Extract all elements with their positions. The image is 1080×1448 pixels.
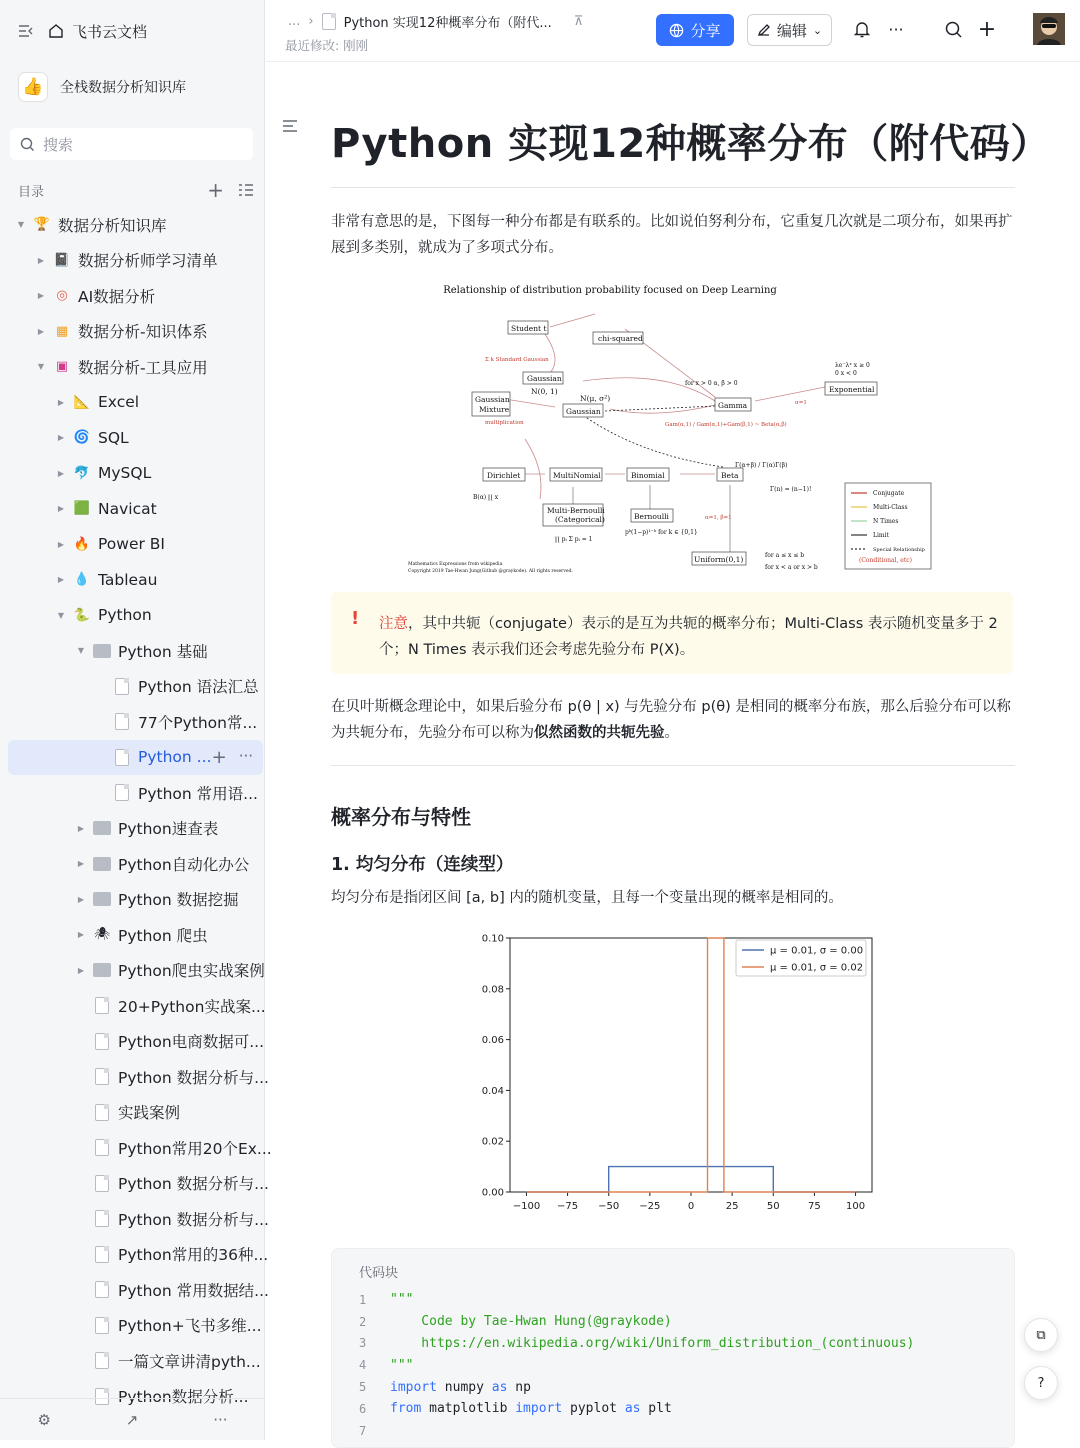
caret-right-icon[interactable]: ▶	[57, 539, 65, 549]
ai-icon: ◎	[56, 288, 68, 304]
add-child-icon[interactable]: +	[211, 746, 227, 768]
trophy-icon: 🏆	[33, 217, 51, 233]
legend-label: μ = 0.01, σ = 0.02	[770, 962, 864, 974]
svg-text:Gamma: Gamma	[718, 401, 748, 410]
svg-text:Gaussian: Gaussian	[475, 395, 510, 404]
y-tick-label: 0.00	[481, 1187, 504, 1199]
share-button[interactable]	[656, 14, 734, 46]
breadcrumb-title[interactable]: Python 实现12种概率分布（附代...	[343, 16, 552, 31]
sidebar-item[interactable]	[8, 598, 263, 634]
chevron-down-icon: ⌄	[812, 23, 823, 37]
search-icon[interactable]	[940, 16, 966, 42]
legend-n-times: N Times	[873, 518, 899, 525]
code-token: import	[390, 1379, 437, 1395]
sidebar-footer	[0, 1398, 265, 1440]
svg-text:Dirichlet: Dirichlet	[487, 471, 521, 480]
doc-icon	[92, 996, 112, 1016]
sidebar	[0, 0, 272, 1440]
doc-icon	[92, 1209, 112, 1229]
more-options-icon[interactable]: ···	[888, 19, 904, 39]
caret-right-icon[interactable]: ▶	[57, 575, 65, 585]
svg-text:Binomial: Binomial	[631, 471, 665, 480]
plus-icon[interactable]: +	[977, 16, 997, 42]
line-number: 2	[359, 1314, 367, 1329]
sidebar-item-label: Excel	[98, 393, 140, 412]
code-line	[352, 1420, 914, 1442]
pencil-icon	[757, 23, 771, 37]
code-token: Code by Tae-Hwan Hung(@graykode)	[390, 1314, 672, 1330]
code-token: """	[390, 1357, 414, 1373]
section-heading: 概率分布与特性	[331, 805, 471, 829]
sidebar-item[interactable]	[8, 704, 263, 740]
svg-text:Bernoulli: Bernoulli	[634, 512, 669, 521]
caret-right-icon[interactable]: ▶	[57, 468, 65, 478]
sidebar-item[interactable]	[8, 278, 263, 314]
svg-text:(Categorical): (Categorical)	[555, 515, 605, 524]
svg-text:for a ≤ x ≤ b: for a ≤ x ≤ b	[765, 552, 805, 559]
tools-icon: ▣	[55, 359, 69, 375]
folder-icon	[92, 854, 112, 874]
svg-text:N(0, 1): N(0, 1)	[531, 387, 558, 396]
sidebar-item[interactable]	[8, 207, 263, 243]
help-icon[interactable]: ?	[1024, 1366, 1058, 1400]
sql-icon: 🌀	[73, 430, 91, 446]
sidebar-item-label: Python	[98, 606, 152, 625]
svg-text:multiplication: multiplication	[485, 420, 524, 426]
sidebar-item[interactable]	[8, 1059, 269, 1095]
doc-icon	[92, 1244, 112, 1264]
svg-text:chi-squared: chi-squared	[598, 334, 643, 343]
code-token: as	[624, 1401, 641, 1417]
caret-right-icon[interactable]: ▶	[77, 859, 85, 869]
sidebar-item[interactable]	[8, 243, 263, 279]
sidebar-item[interactable]	[8, 988, 266, 1024]
svg-text:B(α) ∏ x: B(α) ∏ x	[473, 494, 499, 501]
sidebar-item[interactable]	[8, 562, 263, 598]
sidebar-item[interactable]	[8, 491, 263, 527]
section-divider	[331, 765, 1015, 766]
sidebar-item[interactable]	[8, 1343, 263, 1379]
doc-icon	[92, 1280, 112, 1300]
title-divider	[331, 187, 1015, 188]
sidebar-item[interactable]	[8, 1166, 269, 1202]
code-token: np	[507, 1379, 531, 1395]
breadcrumb	[288, 12, 583, 31]
figure-footer-copyright: Copyright 2019 Tae-Hwan Jung(Github @graykode). All rights reserved.	[408, 569, 573, 574]
bayes-bold: 似然函数的共轭先验	[534, 725, 665, 741]
settings-icon[interactable]: ⚙	[37, 1410, 51, 1429]
grid-icon: ▦	[55, 323, 69, 339]
sidebar-header	[18, 18, 147, 44]
sidebar-item-label: Python速查表	[118, 820, 219, 839]
caret-down-icon[interactable]: ▼	[17, 220, 25, 230]
distribution-relationship-figure	[405, 279, 940, 577]
sidebar-item-label: Python常用的36种...	[118, 1246, 269, 1265]
caret-down-icon[interactable]: ▼	[57, 610, 65, 620]
sidebar-item-label: 一篇文章讲清pyth...	[118, 1352, 261, 1371]
collapse-sidebar-icon[interactable]	[18, 24, 34, 38]
callout-body: ，其中共轭（conjugate）表示的是互为共轭的概率分布；Multi-Class 表示随机变量多于 2 个；N Times 表示我们还会考虑先验分布 P(X)。	[379, 616, 998, 658]
sidebar-item[interactable]	[8, 633, 263, 669]
code-line	[352, 1398, 914, 1420]
space-name: 全栈数据分析知识库	[60, 80, 186, 96]
toc-label: 目录	[18, 184, 45, 200]
x-tick-label: 100	[845, 1201, 866, 1212]
sidebar-item-label: 数据分析-知识体系	[78, 323, 208, 342]
svg-text:Gam(α,1) / Gam(α,1)+Gam(β,1) ~: Gam(α,1) / Gam(α,1)+Gam(β,1) ~ Beta(α,β)	[665, 422, 787, 428]
sidebar-item-label: Python 爬虫	[118, 926, 208, 945]
legend-conjugate: Conjugate	[873, 490, 905, 497]
bell-icon[interactable]	[849, 16, 875, 42]
sidebar-item-label: Python 常用数据结...	[118, 1281, 269, 1300]
sidebar-item-label: Python 数据分析与...	[118, 1210, 269, 1229]
sidebar-item-label: Python数据分析...	[118, 1388, 249, 1407]
sidebar-item-label: Python常用20个Ex...	[118, 1139, 272, 1158]
globe-icon	[669, 23, 684, 38]
svg-text:Gaussian: Gaussian	[527, 374, 562, 383]
sub-heading: 1. 均匀分布（连续型）	[331, 855, 514, 875]
y-tick-label: 0.10	[481, 933, 504, 945]
caret-right-icon[interactable]: ▶	[77, 823, 85, 833]
caret-right-icon[interactable]: ▶	[77, 965, 85, 975]
tableau-icon: 💧	[73, 572, 91, 588]
search-placeholder: 搜索	[43, 135, 74, 154]
bayes-paragraph	[331, 694, 1015, 746]
caret-right-icon[interactable]: ▶	[57, 504, 65, 514]
sidebar-item-label: MySQL	[98, 464, 152, 483]
svg-text:Uniform(0,1): Uniform(0,1)	[694, 555, 744, 564]
doc-icon	[322, 13, 336, 30]
figure-title: Relationship of distribution probability focused on Deep Learning	[443, 285, 777, 296]
more-icon[interactable]: ···	[213, 1410, 228, 1429]
svg-text:Beta: Beta	[721, 471, 739, 480]
svg-text:0 x < 0: 0 x < 0	[835, 370, 857, 377]
code-line	[352, 1333, 914, 1355]
sidebar-item[interactable]	[8, 1201, 269, 1237]
line-number: 6	[359, 1401, 367, 1416]
sidebar-item-label: Tableau	[98, 570, 158, 589]
breadcrumb-ellipsis[interactable]: ...	[288, 14, 301, 29]
svg-text:Student t: Student t	[511, 324, 547, 333]
edit-label: 编辑	[776, 21, 807, 40]
top-bar	[266, 0, 1080, 62]
home-icon[interactable]	[48, 23, 64, 39]
uniform-desc: 均匀分布是指闭区间 [a, b] 内的随机变量，且每一个变量出现的概率是相同的。	[331, 890, 843, 906]
code-block[interactable]	[331, 1248, 1015, 1448]
pin-icon[interactable]: ⊼	[573, 14, 584, 29]
caret-right-icon[interactable]: ▶	[37, 255, 45, 265]
sidebar-item-label: 数据分析-工具应用	[78, 358, 208, 377]
doc-icon	[92, 1067, 112, 1087]
code-token: matplotlib	[421, 1401, 516, 1417]
sidebar-item-label: Python ...	[138, 748, 212, 767]
legend-multi-class: Multi-Class	[873, 504, 908, 511]
intro-paragraph: 非常有意思的是，下图每一种分布都是有联系的。比如说伯努利分布，它重复几次就是二项分布，如果再扩展到多类别，就成为了多项式分布。	[331, 214, 1013, 256]
list-settings-icon[interactable]	[238, 183, 254, 197]
svg-text:Σ k Standard Gaussian: Σ k Standard Gaussian	[485, 357, 549, 363]
svg-text:α=1, β=1: α=1, β=1	[705, 515, 732, 521]
sidebar-item[interactable]	[8, 740, 263, 776]
sidebar-item-label: Python 数据分析与...	[118, 1175, 269, 1194]
svg-text:pᵏ(1−p)¹⁻ᵏ for k ∈ {0,1}: pᵏ(1−p)¹⁻ᵏ for k ∈ {0,1}	[625, 529, 698, 536]
doc-icon	[92, 1315, 112, 1335]
sidebar-item[interactable]	[8, 846, 263, 882]
caret-down-icon[interactable]: ▼	[77, 646, 85, 656]
sidebar-item-label: 实践案例	[118, 1104, 181, 1123]
y-tick-label: 0.04	[481, 1085, 504, 1097]
caret-right-icon[interactable]: ▶	[37, 326, 45, 336]
x-tick-label: 25	[725, 1201, 739, 1212]
sidebar-item-label: Navicat	[98, 499, 157, 518]
bayes-text: 在贝叶斯概念理论中，如果后验分布 p(θ | x) 与先验分布 p(θ) 是相同的概率分布族，那么后验分布可以称为共轭分布，先验分布可以称为	[331, 699, 1011, 741]
sidebar-item[interactable]	[8, 1024, 263, 1060]
callout-box	[331, 592, 1013, 674]
legend-conditional: (Conditional, etc)	[859, 557, 912, 564]
app-name[interactable]: 飞书云文档	[72, 22, 148, 41]
share-label: 分享	[690, 21, 721, 40]
sidebar-item[interactable]	[8, 669, 263, 705]
line-number: 4	[359, 1358, 367, 1373]
y-tick-label: 0.08	[481, 984, 504, 996]
sidebar-item-label: Python 数据分析与...	[118, 1068, 269, 1087]
sidebar-item-label: Python自动化办公	[118, 855, 250, 874]
sidebar-item[interactable]	[8, 882, 263, 918]
code-line	[352, 1311, 914, 1333]
svg-text:for x < a or x > b: for x < a or x > b	[765, 564, 818, 571]
python-icon: 🐍	[73, 607, 91, 623]
code-token: """	[390, 1292, 414, 1308]
uniform-distribution-chart	[478, 930, 878, 1230]
caret-right-icon[interactable]: ▶	[77, 930, 85, 940]
caret-down-icon[interactable]: ▼	[37, 362, 45, 372]
space-header[interactable]	[18, 72, 186, 102]
svg-text:Exponential: Exponential	[829, 385, 875, 394]
sidebar-item[interactable]	[8, 1130, 272, 1166]
line-number: 5	[359, 1380, 367, 1395]
folder-icon	[92, 889, 112, 909]
code-line	[352, 1289, 914, 1311]
sidebar-item-label: Python爬虫实战案例	[118, 962, 265, 981]
sidebar-item-label: Python 语法汇总	[138, 678, 259, 697]
code-lines	[352, 1289, 914, 1442]
svg-text:N(μ, σ²): N(μ, σ²)	[580, 394, 611, 403]
caret-right-icon[interactable]: ▶	[37, 291, 45, 301]
sidebar-item-label: Python+飞书多维...	[118, 1317, 262, 1336]
sidebar-item-label: Python电商数据可...	[118, 1033, 265, 1052]
sidebar-item[interactable]	[8, 314, 263, 350]
line-number: 3	[359, 1336, 367, 1351]
svg-text:Mixture: Mixture	[479, 405, 510, 414]
doc-icon	[112, 747, 132, 767]
y-tick-label: 0.02	[481, 1136, 504, 1148]
spider-icon: 🕷	[93, 927, 111, 943]
code-token: pyplot	[562, 1401, 625, 1417]
code-line	[352, 1376, 914, 1398]
code-block-label: 代码块	[359, 1266, 399, 1281]
share-out-icon[interactable]: ↗	[125, 1410, 139, 1429]
search-input[interactable]	[10, 128, 253, 160]
doc-icon	[112, 676, 132, 696]
x-tick-label: 75	[808, 1201, 821, 1212]
caret-right-icon[interactable]: ▶	[57, 433, 65, 443]
sidebar-item-label: AI数据分析	[78, 287, 156, 306]
mysql-icon: 🐬	[73, 465, 91, 481]
doc-icon	[92, 1351, 112, 1371]
sidebar-item-label: Python 常用语...	[138, 784, 258, 803]
series-line-1	[527, 1167, 856, 1192]
search-icon	[20, 137, 35, 152]
sidebar-item-label: 20+Python实战案...	[118, 997, 266, 1016]
sidebar-item[interactable]	[8, 1095, 263, 1131]
exclamation-icon: !	[351, 608, 360, 629]
callout-warn-label: 注意	[379, 616, 408, 632]
powerbi-icon: 🔥	[73, 536, 91, 552]
code-line	[352, 1354, 914, 1376]
sidebar-item-label: Python 基础	[118, 642, 208, 661]
sidebar-item-label: Python 数据挖掘	[118, 891, 239, 910]
chevron-right-icon: ›	[308, 14, 314, 29]
sidebar-item[interactable]	[8, 527, 263, 563]
thumbs-up-icon: 👍	[18, 72, 48, 102]
svg-text:λe⁻λˣ x ≥ 0: λe⁻λˣ x ≥ 0	[835, 362, 870, 369]
page-title: Python 实现12种概率分布（附代码）	[331, 121, 1051, 167]
doc-icon	[92, 1173, 112, 1193]
add-icon[interactable]: +	[207, 178, 224, 202]
line-number: 1	[359, 1292, 367, 1307]
sidebar-item[interactable]	[8, 811, 263, 847]
doc-icon	[92, 1138, 112, 1158]
excel-icon: 📐	[73, 394, 91, 410]
doc-icon	[112, 712, 132, 732]
sidebar-item[interactable]	[8, 1308, 263, 1344]
sidebar-item[interactable]	[8, 775, 263, 811]
doc-icon	[92, 1102, 112, 1122]
sidebar-item[interactable]	[8, 953, 263, 989]
figure-footer-source: Mathematics Expressions from wikipedia	[408, 562, 503, 567]
sidebar-item[interactable]	[8, 917, 263, 953]
code-token: from	[390, 1401, 422, 1417]
code-token: as	[491, 1379, 508, 1395]
svg-text:Γ(α+β) / Γ(α)Γ(β): Γ(α+β) / Γ(α)Γ(β)	[735, 462, 788, 469]
legend-label: μ = 0.01, σ = 0.00	[770, 945, 864, 957]
sidebar-item[interactable]	[8, 1237, 269, 1273]
outline-icon[interactable]	[282, 118, 298, 137]
callout-text	[379, 611, 999, 663]
caret-right-icon[interactable]: ▶	[77, 894, 85, 904]
code-token: https://en.wikipedia.org/wiki/Uniform_distribution_(continuous)	[390, 1335, 915, 1351]
code-token: numpy	[436, 1379, 492, 1395]
legend-limit: Limit	[873, 532, 889, 539]
legend-special: Special Relationship	[873, 547, 925, 553]
sidebar-item-label: SQL	[98, 428, 129, 447]
code-token: import	[515, 1401, 563, 1417]
x-tick-label: −100	[512, 1201, 541, 1212]
code-token: plt	[640, 1401, 672, 1417]
sidebar-item[interactable]	[8, 1272, 269, 1308]
line-number: 7	[359, 1423, 367, 1438]
svg-text:for x > 0 α, β > 0: for x > 0 α, β > 0	[685, 380, 738, 387]
avatar[interactable]	[1033, 13, 1065, 45]
svg-text:Γ(n) = (n−1)!: Γ(n) = (n−1)!	[770, 486, 812, 493]
toc-header	[18, 178, 254, 202]
edit-button[interactable]	[747, 14, 832, 46]
svg-text:Gaussian: Gaussian	[566, 407, 601, 416]
sidebar-item[interactable]	[8, 385, 263, 421]
y-tick-label: 0.06	[481, 1035, 504, 1047]
caret-right-icon[interactable]: ▶	[57, 397, 65, 407]
folder-icon	[92, 641, 112, 661]
sidebar-item[interactable]	[8, 456, 263, 492]
bayes-end: 。	[664, 725, 679, 741]
sidebar-item-label: 数据分析师学习清单	[78, 252, 218, 271]
copy-doc-icon[interactable]: ⧉	[1024, 1318, 1058, 1352]
row-actions	[212, 747, 253, 768]
folder-icon	[92, 818, 112, 838]
x-tick-label: −25	[639, 1201, 661, 1212]
x-tick-label: −50	[598, 1201, 620, 1212]
sidebar-item[interactable]	[8, 420, 263, 456]
navicat-icon: 🟩	[73, 501, 91, 517]
x-tick-label: −75	[557, 1201, 579, 1212]
x-tick-label: 50	[766, 1201, 780, 1212]
svg-text:α=1: α=1	[795, 400, 807, 406]
book-icon: 📓	[53, 252, 71, 268]
folder-icon	[92, 960, 112, 980]
last-modified: 最近修改: 刚刚	[285, 38, 369, 53]
more-icon[interactable]: ···	[238, 746, 253, 765]
doc-icon	[112, 783, 132, 803]
doc-icon	[92, 1031, 112, 1051]
svg-text:MultiNomial: MultiNomial	[553, 471, 601, 480]
svg-text:∏ pᵢ Σ pᵢ = 1: ∏ pᵢ Σ pᵢ = 1	[555, 536, 593, 543]
sidebar-item[interactable]	[8, 349, 263, 385]
sidebar-item-label: 数据分析知识库	[58, 216, 167, 235]
doc-tree	[8, 207, 272, 1407]
x-tick-label: 0	[687, 1201, 695, 1212]
sidebar-item-label: 77个Python常...	[138, 713, 258, 732]
svg-text:Multi-Bernoulli: Multi-Bernoulli	[547, 506, 605, 515]
sidebar-item-label: Power BI	[98, 535, 165, 554]
